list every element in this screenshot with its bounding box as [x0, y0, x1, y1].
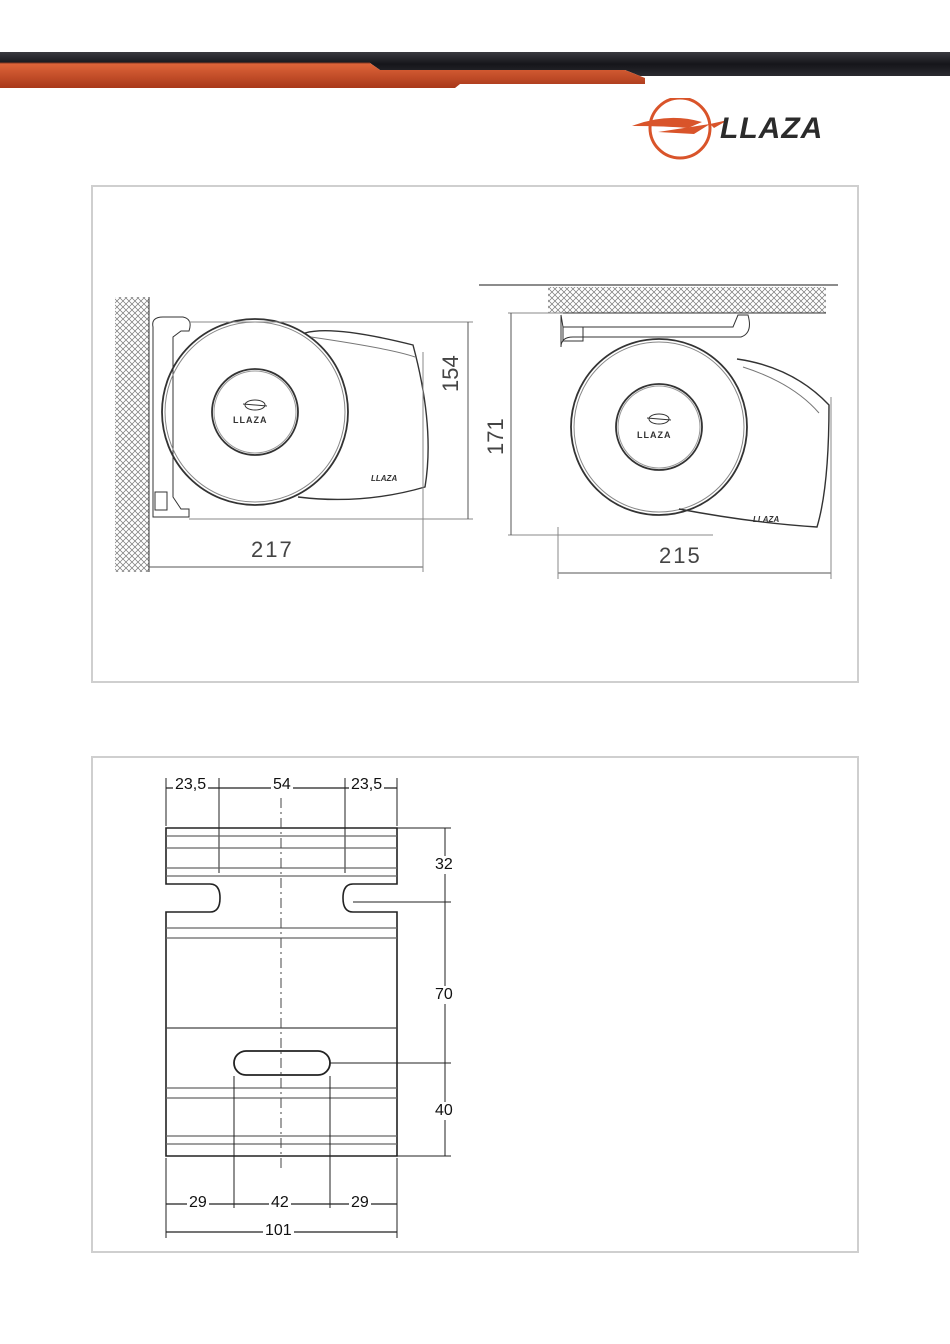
- cable-slot: [234, 1051, 330, 1075]
- brand-logo: [628, 98, 858, 162]
- wall-side-logo: LLAZA: [371, 474, 398, 483]
- front-view-drawing: [93, 758, 857, 1251]
- wall-height-dimension: 154: [438, 355, 463, 392]
- ceiling-height-dimension: 171: [483, 418, 508, 455]
- dim-total-width: 101: [265, 1222, 292, 1239]
- ceiling-drum-logo: LLAZA: [637, 430, 672, 440]
- dim-bottom-center: 42: [271, 1194, 289, 1211]
- dim-right-bottom: 40: [435, 1102, 453, 1119]
- brand-name: LLAZA: [720, 112, 824, 145]
- bottom-diagram-panel: [91, 756, 859, 1253]
- dim-right-middle: 70: [435, 986, 453, 1003]
- ceiling-side-logo: LLAZA: [753, 515, 780, 524]
- dim-top-left: 23,5: [175, 776, 207, 793]
- dim-top-right: 23,5: [351, 776, 383, 793]
- dim-bottom-left: 29: [189, 1194, 207, 1211]
- dim-right-top: 32: [435, 856, 453, 873]
- wall-width-dimension: 217: [251, 537, 294, 562]
- ceiling-drum: [571, 339, 747, 515]
- top-diagram-panel: [91, 185, 859, 683]
- wall-drum: [162, 319, 348, 505]
- dim-bottom-right: 29: [351, 1194, 369, 1211]
- ceiling-hatch: [548, 287, 826, 313]
- ceiling-width-dimension: 215: [659, 543, 702, 568]
- mount-drawings: [93, 187, 857, 681]
- wall-hatch: [115, 297, 149, 572]
- dim-top-center: 54: [273, 776, 291, 793]
- wall-drum-logo: LLAZA: [233, 415, 268, 425]
